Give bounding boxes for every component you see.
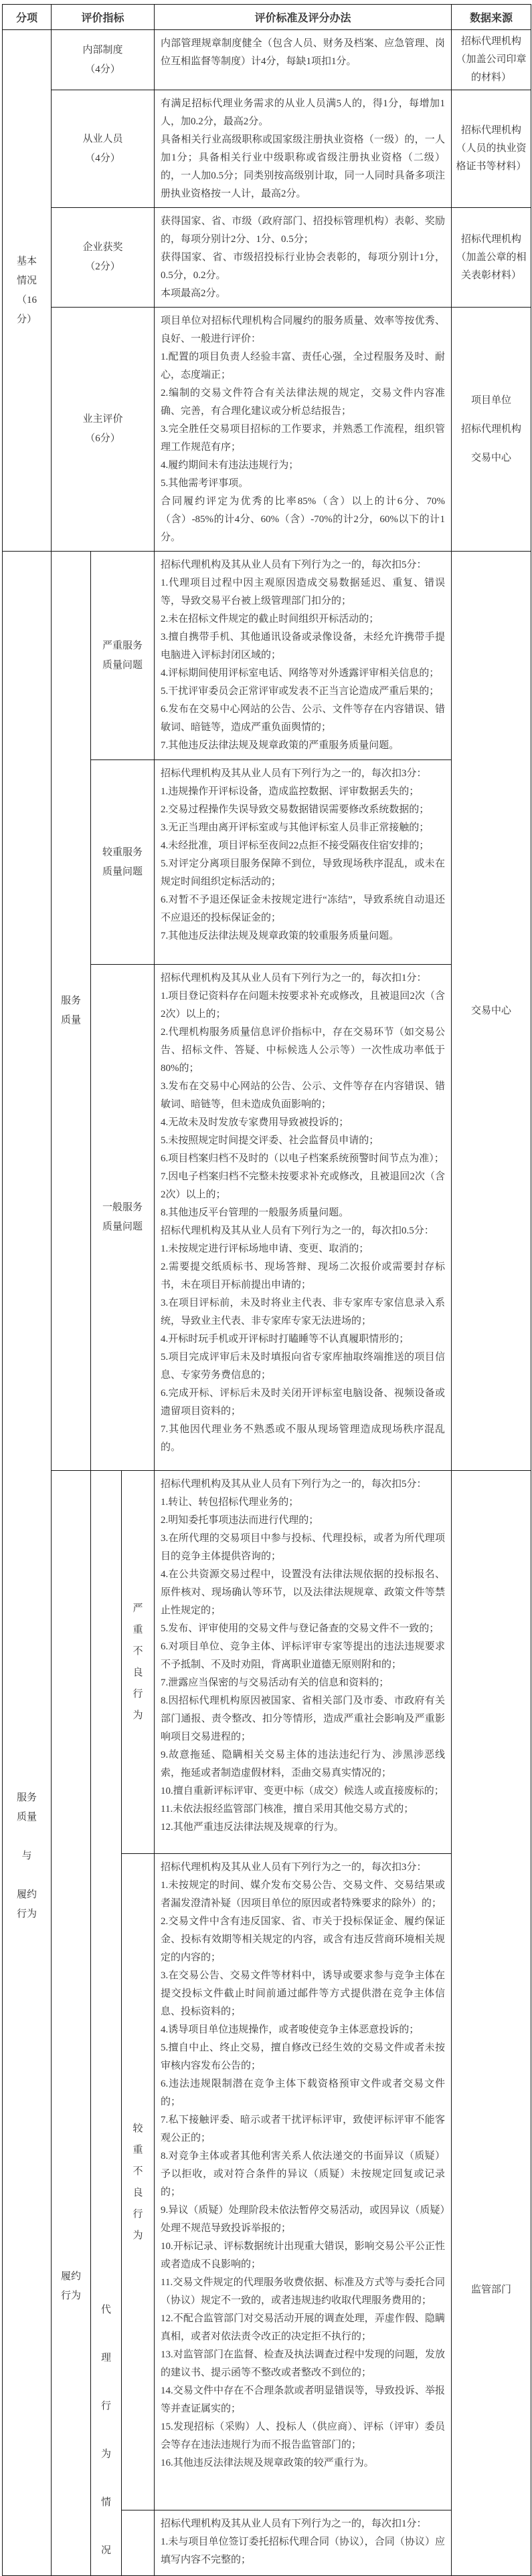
table-header-row bbox=[3, 5, 531, 30]
standard-cell: 内部管理规章制度健全（包含人员、财务及档案、应急管理、岗位互相监督等制度）计4分，每缺1项扣1分。 bbox=[155, 30, 452, 90]
indicator-cell-severe-misconduct: 严 重 不 良 行 为 bbox=[122, 1471, 155, 1854]
indicator-group-agency-behavior: 代 理 行 为 情 况 bbox=[91, 1471, 122, 2576]
category-cell-service-performance: 服务 质量 与 履约 行为 bbox=[3, 552, 52, 2576]
header-source: 数据来源 bbox=[452, 5, 531, 30]
standard-cell: 招标代理机构及其从业人员有下列行为之一的，每次扣1分： 1.未与项目单位签订委托招标代理合同（协议），合同（协议）应填写内容不完整的； bbox=[155, 2510, 452, 2575]
source-cell-trading-center: 交易中心 bbox=[452, 552, 531, 1471]
evaluation-table bbox=[2, 4, 531, 2576]
source-cell: 招标代理机构（加盖公章的相关表彰材料） bbox=[452, 208, 531, 308]
header-standard: 评价标准及评分办法 bbox=[155, 5, 452, 30]
table-row bbox=[3, 30, 531, 90]
source-cell-regulatory-dept: 监管部门 bbox=[452, 1471, 531, 2576]
table-row bbox=[3, 1471, 531, 1854]
indicator-cell-internal-system: 内部制度 （4分） bbox=[52, 30, 155, 90]
source-cell: 招标代理机构（加盖公司印章的材料） bbox=[452, 30, 531, 90]
indicator-cell-owner-evaluation: 业主评价 （6分） bbox=[52, 308, 155, 552]
indicator-cell-general-quality-issue: 一般服务 质量问题 bbox=[91, 965, 155, 1471]
indicator-cell-awards: 企业获奖 （2分） bbox=[52, 208, 155, 308]
standard-cell: 招标代理机构及其从业人员有下列行为之一的，每次扣3分： 1.未按规定的时间、媒介发布交易公告、交易文件、交易结果或者漏发澄清补疑（因项目单位的原因或者特殊要求的除外）的； 2.交易文件中含有违反国家、省、市关于投标保证金、履约保证金、投标有效期等相关规定的内容，或含有违反营商环境相关规定的内容的； 3.在交易公告、交易文件等材料中，诱导或要求参与竞争主体在提交投标文件截止时间前通过邮件等方式提供潜在竞争主体信息、投标资料的； 4.诱导项目单位违规操作，或者唆使竞争主体恶意投诉的； 5.擅自中止、终止交易，擅自修改已经生效的交易文件或者未按审核内容发布公告的； 6.违法违规限制潜在竞争主体下载资格预审文件或者交易文件的； 7.私下接触评委、暗示或者干扰评标评审，致使评标评审不能客观公正的； 8.对竞争主体或者其他利害关系人依法递交的书面异议（质疑）予以拒收，或对符合条件的异议（质疑）未按规定回复或记录的； 9.异议（质疑）处理阶段未依法暂停交易活动，或因异议（质疑）处理不规范导致投诉举报的； 10.开标记录、评标数据统计出现重大错误，影响交易公平公正性或者造成不良影响的； 11.交易文件规定的代理服务收费依据、标准及方式等与委托合同（协议）规定不一致的，或者违规违约收取代理服务费用的； 12.不配合监管部门对交易活动开展的调查处理，弄虚作假、隐瞒真相，或者对依法责令改正的决定拒不执行的； 13.对监管部门在监督、检查及执法调查过程中发现的问题，发放的建议书、提示函等不整改或者整改不到位的； 14.交易文件中存在不合理条款或者明显错误等，导致投诉、举报等并查证属实的； 15.发现招标（采购）人、投标人（供应商）、评标（评审）委员会等存在违法违规行为而不报告监管部门的； 16.其他违反法律法规及规章政策的较严重行为。 bbox=[155, 1854, 452, 2510]
standard-cell: 招标代理机构及其从业人员有下列行为之一的，每次扣1分： 1.项目登记资料存在问题未按要求补充或修改，且被退回2次（含2次）以上的； 2.代理机构服务质量信息评价指标中，存在交易环节（如交易公告、招标文件、答疑、中标候选人公示等）一次性成功率低于80%的； 3.发布在交易中心网站的公告、公示、文件等存在内容错误、错敏词、暗链等，但未造成负面影响的； 4.无故未及时发放专家费用导致被投诉的； 5.未按照规定时间提交评委、社会监督员申请的； 6.项目档案归档不及时的（以电子档案系统预警时间节点为准）； 7.因电子档案归档不完整未按要求补充或修改，且被退回2次（含2次）以上的； 8.其他违反平台管理的一般服务质量问题。 招标代理机构及其从业人员有下列行为之一的，每次扣0.5分： 1.未按规定进行评标场地申请、变更、取消的； 2.需要提交纸质标书、现场答辩、现场二次报价或需要封存标书，未在项目开标前提出申请的； 3.在项目评标前，未及时将业主代表、非专家库专家信息录入系统，导致业主代表、非专家库专家无法进场的； 4.开标时玩手机或开评标时打瞌睡等不认真履职情形的； 5.项目完成评审后未及时填报向省专家库抽取终端推送的项目信息、专家劳务费信息的； 6.完成开标、评标后未及时关闭开评标室电脑设备、视频设备或遗留项目资料的； 7.其他因代理业务不熟悉或不服从现场管理造成现场秩序混乱的。 bbox=[155, 965, 452, 1471]
table-row bbox=[3, 552, 531, 760]
table-row bbox=[3, 208, 531, 308]
standard-cell: 招标代理机构及其从业人员有下列行为之一的，每次扣3分： 1.违规操作开评标设备，造成监控数据、评审数据丢失的； 2.交易过程操作失误导致交易数据错误需要修改系统数据的； 3.无正当理由离开评标室或与其他评标室人员非正常接触的； 4.未经批准，项目评标至夜间22点拒不接受隔夜住宿安排的； 5.对评定分离项目服务保障不到位，导致现场秩序混乱，或未在规定时间组织定标活动的； 6.对暂不予退还保证金未按规定进行“冻结”，导致系统自动退还不应退还的投标保证金的； 7.其他违反法律法规及规章政策的较重服务质量问题。 bbox=[155, 760, 452, 965]
standard-cell: 有满足招标代理业务需求的从业人员满5人的，得1分，每增加1人，加0.2分，最高2分。 具备相关行业高级职称或国家级注册执业资格（一级）的，一人加1分；具备相关行业中级职称或省级注册执业资格（二级）的，一人加0.5分；同类别按高级别计取，同一人同时具备多项注册执业资格按一人计，最高2分。 bbox=[155, 90, 452, 208]
standard-cell: 招标代理机构及其从业人员有下列行为之一的，每次扣5分： 1.代理项目过程中因主观原因造成交易数据延迟、重复、错误等，导致交易平台被上级管理部门扣分的； 2.未在招标文件规定的截止时间组织开标活动的； 3.擅自携带手机、其他通讯设备或录像设备，未经允许携带手提电脑进入评标封闭区域的； 4.评标期间使用评标室电话、网络等对外透露评审相关信息的； 5.干扰评审委员会正常评审或发表不正当言论造成严重后果的； 6.发布在交易中心网站的公告、公示、文件等存在内容错误、错敏词、暗链等，造成严重负面舆情的； 7.其他违反法律法规及规章政策的严重服务质量问题。 bbox=[155, 552, 452, 760]
standard-cell: 项目单位对招标代理机构合同履约的服务质量、效率等按优秀、良好、一般进行评价： 1.配置的项目负责人经验丰富、责任心强，全过程服务及时、耐心，态度端正； 2.编制的交易文件符合有关法律法规的规定，交易文件内容准确、完善，有合理化建议或分析总结报告； 3.完全胜任交易项目招标的工作要求，并熟悉工作流程，组织管理工作规范有序； 4.履约期间未有违法违规行为； 5.其他需考评事项。 合同履约评定为优秀的比率85%（含）以上的计6分、70%（含）-85%的计4分、60%（含）-70%的计2分，60%以下的计1分。 bbox=[155, 308, 452, 552]
header-indicator: 评价指标 bbox=[52, 5, 155, 30]
category-cell-basic: 基本 情况 （16 分） bbox=[3, 30, 52, 552]
indicator-group-service-quality: 服务 质量 bbox=[52, 552, 91, 1471]
indicator-cell-moderate-misconduct: 较 重 不 良 行 为 bbox=[122, 1854, 155, 2510]
indicator-cell-misconduct-cutoff bbox=[122, 2510, 155, 2575]
table-row bbox=[3, 308, 531, 552]
standard-cell: 招标代理机构及其从业人员有下列行为之一的，每次扣5分： 1.转让、转包招标代理业务的； 2.明知委托事项违法而进行代理的； 3.在所代理的交易项目中参与投标、代理投标，或者为所代理项目的竞争主体提供咨询的； 4.在公共资源交易过程中，设置没有法律法规依据的投标报名、原件核对、现场确认等环节，以及法律法规规章、政策文件等禁止性规定的； 5.发布、评审使用的交易文件与登记备查的交易文件不一致的； 6.对项目单位、竞争主体、评标评审专家等提出的违法违规要求不予抵制、不及时劝阻，背离职业道德无原则附和的； 7.泄露应当保密的与交易活动有关的信息和资料的； 8.因招标代理机构原因被国家、省相关部门及市委、市政府有关部门通报、责令整改、扣分等情形，造成严重社会影响及严重影响项目交易进程的； 9.故意拖延、隐瞒相关交易主体的违法违纪行为、涉黑涉恶线索，拖延或者制造虚假材料，歪曲交易真实情况的； 10.擅自重新评标评审、变更中标（成交）候选人或直接废标的； 11.未依法报经监管部门核准，擅自采用其他交易方式的； 12.其他严重违反法律法规及规章的行为。 bbox=[155, 1471, 452, 1854]
indicator-cell-moderate-quality-issue: 较重服务 质量问题 bbox=[91, 760, 155, 965]
source-cell: 项目单位 招标代理机构 交易中心 bbox=[452, 308, 531, 552]
indicator-cell-severe-quality-issue: 严重服务 质量问题 bbox=[91, 552, 155, 760]
standard-cell: 获得国家、省、市级（政府部门、招投标管理机构）表彰、奖励的，每项分别计2分、1分、0.5分； 获得国家、省、市级招投标行业协会表彰的，每项分别计1分，0.5分，0.2分。 本项最高2分。 bbox=[155, 208, 452, 308]
table-row bbox=[3, 90, 531, 208]
indicator-cell-personnel: 从业人员 （4分） bbox=[52, 90, 155, 208]
header-category: 分项 bbox=[3, 5, 52, 30]
source-cell: 招标代理机构（人员的执业资格证书等材料） bbox=[452, 90, 531, 208]
indicator-group-performance-behavior: 履约 行为 bbox=[52, 1471, 91, 2576]
